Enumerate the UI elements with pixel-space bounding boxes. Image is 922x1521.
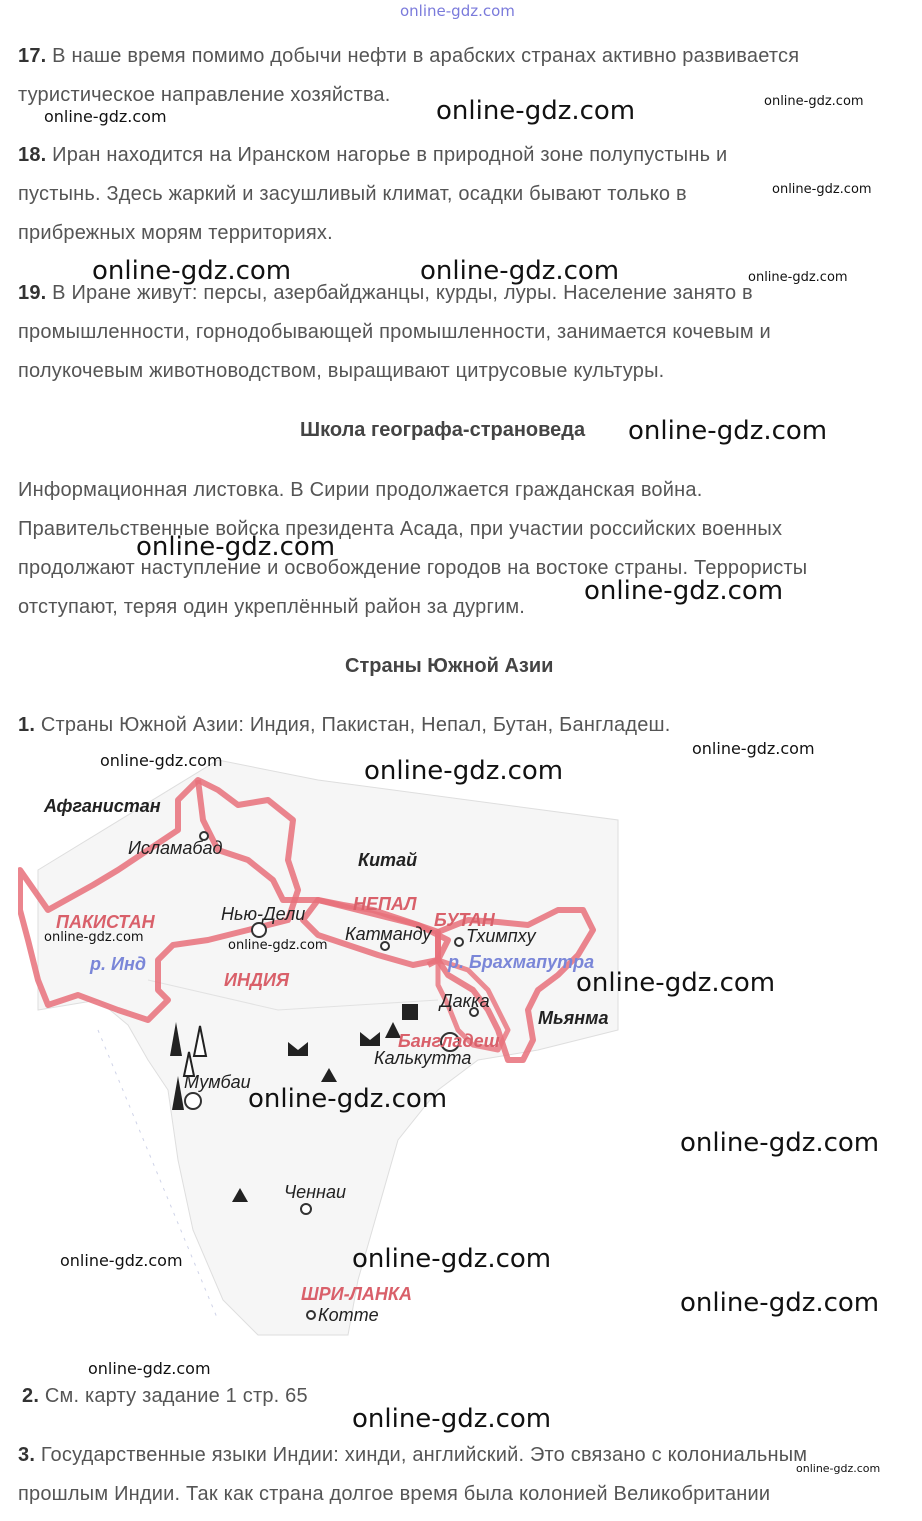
label-bangladesh: Бангладеш	[398, 1031, 500, 1051]
chennai-marker	[301, 1204, 311, 1214]
task-text: Страны Южной Азии: Индия, Пакистан, Непал, Бутан, Бангладеш.	[40, 714, 671, 736]
answer-line: Иран находится на Иранском нагорье в природной зоне полупустынь и	[52, 144, 728, 166]
answer-number: 17.	[18, 45, 47, 67]
answer-line: полукочевым животноводством, выращивают цитрусовые культуры.	[18, 360, 665, 382]
watermark: online-gdz.com	[772, 182, 872, 197]
watermark: online-gdz.com	[44, 930, 144, 945]
watermark: online-gdz.com	[680, 1128, 880, 1158]
answer-line: пустынь. Здесь жаркий и засушливый климат, осадки бывают только в	[18, 183, 687, 205]
label-pakistan: ПАКИСТАН	[56, 912, 155, 932]
watermark: online-gdz.com	[364, 756, 564, 786]
watermark: online-gdz.com	[436, 96, 636, 126]
label-chennai: Ченнаи	[284, 1182, 346, 1202]
watermark: online-gdz.com	[248, 1084, 448, 1114]
label-brahmaputra: р. Брахмапутра	[448, 952, 595, 972]
watermark: online-gdz.com	[576, 968, 776, 998]
label-indus: р. Инд	[90, 954, 146, 974]
task-line: прошлым Индии. Так как страна долгое время была колонией Великобритании	[18, 1483, 771, 1505]
mumbai-marker	[185, 1093, 201, 1109]
section-heading: Страны Южной Азии	[345, 655, 554, 677]
watermark: online-gdz.com	[584, 576, 784, 606]
watermark: online-gdz.com	[100, 751, 223, 770]
label-thimphu: Тхимпху	[466, 926, 536, 946]
watermark: online-gdz.com	[60, 1251, 183, 1270]
answer-line: прибрежных морям территориях.	[18, 222, 333, 244]
task-number: 1.	[18, 714, 36, 736]
leaflet-line: Правительственные войска президента Асада, при участии российских военных	[18, 518, 783, 540]
watermark: online-gdz.com	[136, 532, 336, 562]
label-china: Китай	[358, 850, 418, 870]
task-1	[18, 706, 671, 745]
task-number: 2.	[22, 1385, 40, 1407]
answer-number: 18.	[18, 144, 47, 166]
new-delhi-marker	[252, 923, 266, 937]
answer-line: промышленности, горнодобывающей промышленности, занимается кочевым и	[18, 321, 771, 343]
watermark: online-gdz.com	[352, 1404, 552, 1434]
watermark: online-gdz.com	[764, 94, 864, 109]
section-heading: Школа географа-страноведа	[300, 419, 586, 441]
watermark: online-gdz.com	[44, 107, 167, 126]
label-dhaka: Дакка	[440, 991, 490, 1011]
label-myanmar: Мьянма	[538, 1008, 609, 1028]
watermark: online-gdz.com	[352, 1244, 552, 1274]
label-bhutan: БУТАН	[434, 910, 495, 930]
label-india: ИНДИЯ	[224, 970, 290, 990]
task-2	[22, 1377, 308, 1416]
watermark: online-gdz.com	[748, 270, 848, 285]
top-watermark: online-gdz.com	[400, 2, 515, 20]
watermark: online-gdz.com	[420, 256, 620, 286]
label-kotte: Котте	[318, 1305, 379, 1325]
leaflet-line: Информационная листовка. В Сирии продолжается гражданская война.	[18, 479, 703, 501]
watermark: online-gdz.com	[92, 256, 292, 286]
task-3	[18, 1436, 807, 1514]
thimphu-marker	[455, 938, 463, 946]
kotte-marker	[307, 1311, 315, 1319]
watermark: online-gdz.com	[680, 1288, 880, 1318]
answer-number: 19.	[18, 282, 47, 304]
label-kathmandu: Катманду	[345, 924, 432, 944]
answer-17	[18, 37, 799, 115]
label-sri-lanka: ШРИ-ЛАНКА	[301, 1284, 412, 1304]
answer-line: В наше время помимо добычи нефти в арабских странах активно развивается	[52, 45, 800, 67]
label-nepal: НЕПАЛ	[353, 894, 417, 914]
label-afghanistan: Афганистан	[44, 796, 161, 816]
leaflet-line: продолжают наступление и освобождение городов на востоке страны. Террористы	[18, 557, 808, 579]
answer-18	[18, 136, 727, 253]
answer-line: туристическое направление хозяйства.	[18, 84, 391, 106]
label-islamabad: Исламабад	[128, 838, 223, 858]
watermark: online-gdz.com	[692, 739, 815, 758]
watermark: online-gdz.com	[796, 1462, 881, 1475]
leaflet-line: отступают, теряя один укреплённый район за дургим.	[18, 596, 526, 618]
watermark: online-gdz.com	[88, 1359, 211, 1378]
task-number: 3.	[18, 1444, 36, 1466]
answer-19	[18, 274, 771, 391]
mineral-square-icon	[402, 1004, 418, 1020]
label-kolkata: Калькутта	[374, 1048, 472, 1068]
label-mumbai: Мумбаи	[184, 1072, 251, 1092]
label-new-delhi: Нью-Дели	[221, 904, 306, 924]
watermark: online-gdz.com	[228, 938, 328, 953]
answer-line: В Иране живут: персы, азербайджанцы, курды, луры. Население занято в	[52, 282, 753, 304]
task-text: См. карту задание 1 стр. 65	[44, 1385, 308, 1407]
task-line: Государственные языки Индии: хинди, английский. Это связано с колониальным	[40, 1444, 808, 1466]
watermark: online-gdz.com	[628, 416, 828, 446]
